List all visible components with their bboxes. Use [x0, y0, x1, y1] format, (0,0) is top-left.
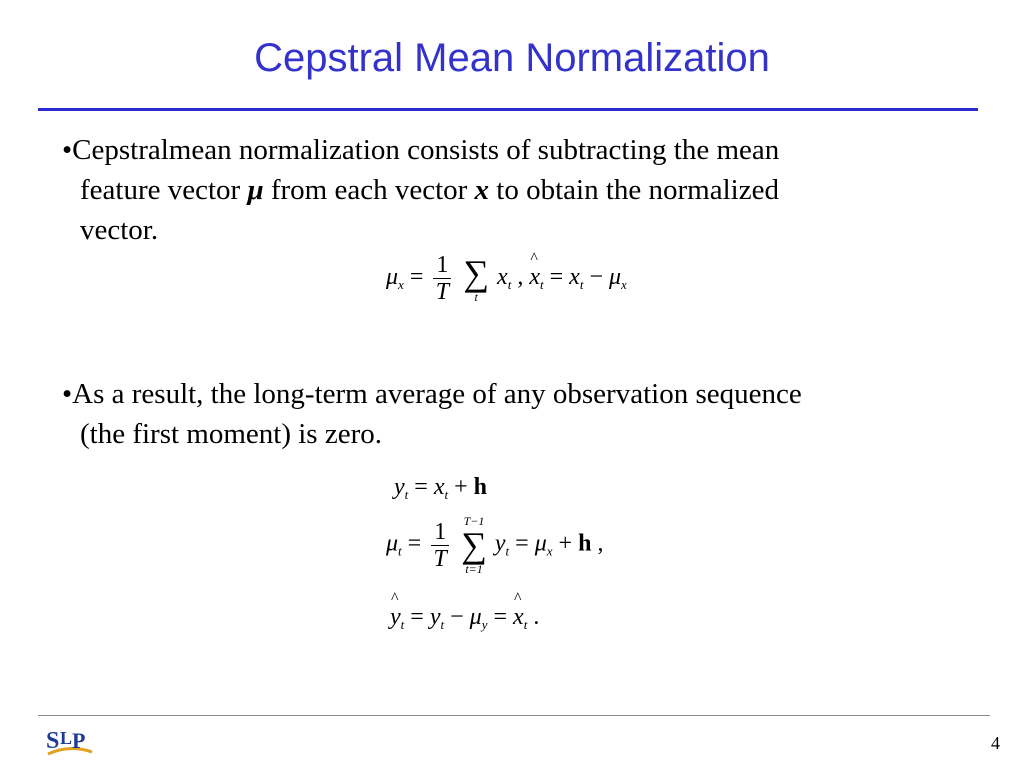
- eq-operator: =: [409, 264, 424, 291]
- eq-symbol: μ: [386, 264, 399, 291]
- eq-symbol: h: [473, 474, 488, 500]
- bullet-1-text-d: to obtain the normalized: [489, 174, 779, 206]
- eq-symbol: μ: [534, 530, 547, 557]
- eq-subscript: t: [440, 617, 445, 632]
- eq-operator: =: [414, 474, 428, 500]
- eq-punct: .: [533, 604, 540, 630]
- bullet-marker: •: [62, 378, 73, 410]
- eq-subscript: t: [404, 487, 409, 502]
- equation-mean: [386, 252, 627, 305]
- eq-subscript: t: [579, 277, 584, 293]
- bullet-2-text-a: As a result, the long-term average of any observation sequence: [72, 378, 802, 410]
- eq-subscript: x: [621, 277, 627, 293]
- eq-operator: =: [549, 264, 564, 291]
- eq-operator: =: [410, 604, 424, 630]
- fraction: [431, 519, 449, 572]
- eq-subscript: x: [398, 277, 404, 293]
- eq-punct: ,: [517, 264, 524, 291]
- sigma-upper: T−1: [463, 514, 485, 528]
- slp-logo-icon: [44, 724, 96, 760]
- eq-subscript: t: [539, 277, 544, 293]
- sigma-symbol: ∑: [461, 525, 487, 565]
- eq-punct: ,: [597, 530, 604, 557]
- page-number: 4: [991, 733, 1000, 753]
- bullet-2-line-1: [62, 374, 962, 414]
- svg-text:L: L: [60, 728, 73, 748]
- eq-symbol: x: [569, 264, 580, 291]
- eq-subscript: t: [523, 617, 528, 632]
- eq-symbol: y: [494, 530, 506, 557]
- fraction-numerator: 1: [433, 252, 451, 279]
- mu-symbol: μ: [247, 174, 264, 206]
- bullet-1-text-c: from each vector: [263, 174, 475, 206]
- equation-observation: [394, 474, 487, 503]
- eq-subscript: t: [507, 277, 512, 293]
- eq-symbol-hat: ^ y: [390, 604, 401, 631]
- eq-operator: =: [407, 530, 422, 557]
- eq-operator: +: [454, 474, 468, 500]
- eq-operator: =: [493, 604, 508, 630]
- fraction-denominator: T: [435, 279, 450, 305]
- bullet-1-line-2: [62, 170, 962, 210]
- footer-divider: [38, 715, 990, 716]
- eq-symbol: μ: [608, 264, 622, 291]
- sigma-lower: t: [474, 289, 478, 304]
- eq-symbol-hat: ^ x: [513, 604, 524, 631]
- summation: [463, 252, 490, 304]
- svg-text:P: P: [72, 728, 86, 753]
- title-divider: [38, 108, 978, 111]
- equation-observation-mean: [386, 515, 603, 575]
- eq-symbol: μ: [469, 604, 482, 630]
- summation: [461, 515, 487, 575]
- eq-symbol-hat: ^ x: [529, 264, 540, 291]
- bullet-2-line-2: (the first moment) is zero.: [80, 418, 382, 450]
- eq-operator: −: [589, 264, 603, 291]
- eq-operator: =: [515, 530, 529, 557]
- eq-symbol: x: [497, 264, 508, 291]
- bullet-1-text-b: feature vector: [80, 174, 248, 206]
- eq-subscript: t: [400, 617, 405, 632]
- bullet-2: [62, 374, 962, 454]
- bullet-1: [62, 130, 962, 250]
- eq-symbol: μ: [386, 530, 399, 557]
- eq-subscript: x: [546, 543, 553, 559]
- eq-subscript: t: [505, 543, 510, 559]
- eq-operator: +: [558, 530, 573, 557]
- fraction: [433, 252, 451, 305]
- bullet-marker: •: [62, 134, 73, 166]
- eq-subscript: y: [481, 617, 488, 632]
- eq-subscript: t: [398, 543, 402, 559]
- slp-logo: [44, 724, 96, 765]
- slide-title: Cepstral Mean Normalization: [254, 36, 770, 80]
- equation-normalized-observation: [390, 604, 539, 633]
- x-symbol: x: [474, 174, 490, 206]
- eq-symbol: y: [394, 474, 405, 500]
- fraction-denominator: T: [433, 545, 447, 572]
- svg-text:S: S: [46, 728, 60, 754]
- eq-subscript: t: [444, 487, 449, 502]
- fraction-numerator: 1: [431, 519, 449, 546]
- eq-symbol: x: [433, 474, 445, 500]
- sigma-symbol: ∑: [463, 252, 490, 293]
- bullet-1-text-a: Cepstralmean normalization consists of subtracting the mean: [72, 134, 780, 166]
- eq-symbol: y: [429, 604, 441, 630]
- eq-operator: −: [450, 604, 464, 630]
- bullet-1-line-3: vector.: [80, 214, 159, 246]
- eq-symbol: h: [578, 530, 592, 557]
- sigma-lower: t=1: [465, 562, 483, 576]
- bullet-1-line-1: [62, 130, 962, 170]
